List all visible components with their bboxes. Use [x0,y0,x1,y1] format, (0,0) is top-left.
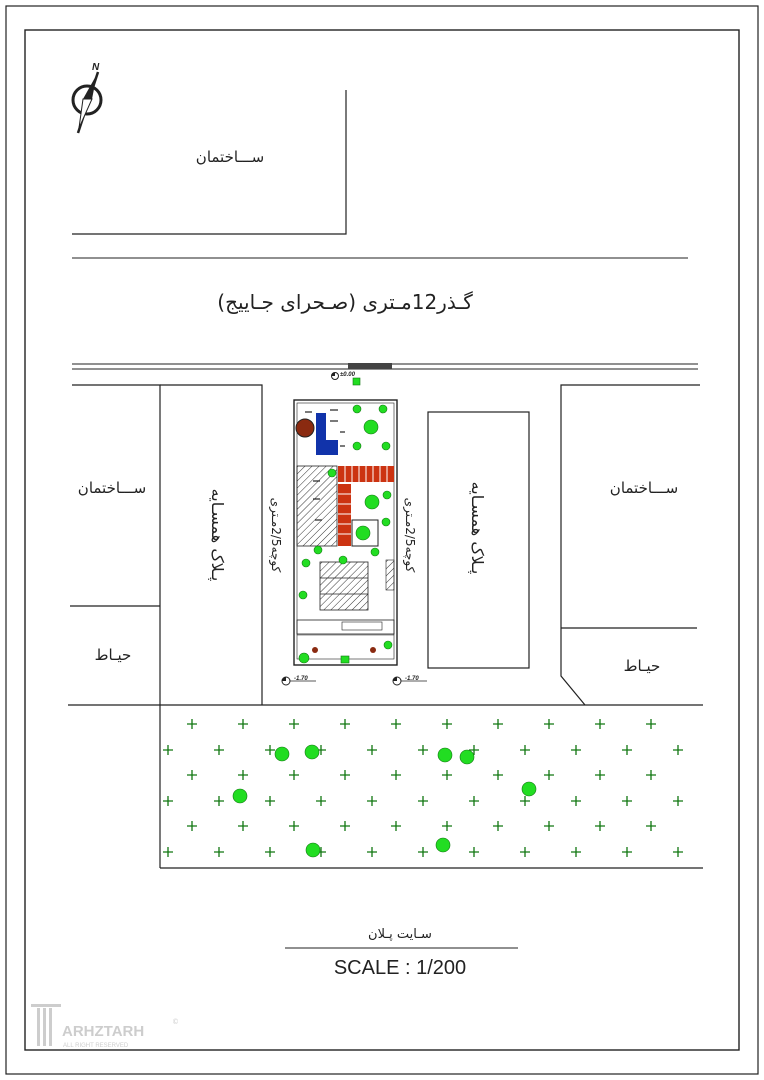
plant-cross-icon [418,745,428,755]
plant-cross-icon [340,719,350,729]
level-left-label: -1.70 [294,676,308,682]
plant-cross-icon [673,745,683,755]
building-left [70,385,160,705]
plant-cross-icon [520,847,530,857]
tree-icon [379,405,387,413]
plant-cross-icon [442,821,452,831]
scale-label: SCALE : 1/200 [333,957,467,979]
plant-cross-icon [214,847,224,857]
plant-cross-icon [622,847,632,857]
tree-icon [522,782,536,796]
level-marker-icon [332,372,356,380]
plant-cross-icon [391,719,401,729]
plant-cross-icon [163,796,173,806]
north-label: N [92,62,100,73]
plant-cross-icon [544,770,554,780]
drawing-frame [25,30,739,1050]
plant-cross-icon [571,796,581,806]
plant-cross-icon [595,719,605,729]
plant-cross-icon [442,770,452,780]
plant-cross-icon [493,821,503,831]
building-right-label: ســـاختمان [609,479,679,497]
tree-icon [275,747,289,761]
plant-cross-icon [238,821,248,831]
plant-cross-icon [238,770,248,780]
neighbor-left [160,385,262,705]
plant-cross-icon [238,719,248,729]
plant-cross-icon [571,847,581,857]
building-top-label: ســـاختمان [195,148,265,166]
plant-cross-icon [673,796,683,806]
tree-icon [353,442,361,450]
plant-cross-icon [544,719,554,729]
level-right-label: -1.70 [405,676,419,682]
tree-icon [438,748,452,762]
plant-cross-icon [367,745,377,755]
plant-cross-icon [646,821,656,831]
plant-cross-icon [163,745,173,755]
tree-icon [306,843,320,857]
road [72,258,698,369]
tree-icon [299,591,307,599]
plant-cross-icon [595,770,605,780]
tree-icon [436,838,450,852]
watermark-text: ARHZTARH [62,1023,145,1040]
building-right [561,385,700,705]
plant-cross-icon [544,821,554,831]
tree-icon [382,518,390,526]
plant-cross-icon [646,719,656,729]
plant-cross-icon [289,719,299,729]
yard-left-label: حیـاط [94,646,132,664]
tree-icon [460,750,474,764]
tree-icon [356,526,370,540]
tree-icon [299,653,309,663]
tree-icon [382,442,390,450]
plant-cross-icon [265,847,275,857]
tree-icon [233,789,247,803]
building-left-label: ســـاختمان [77,479,147,497]
plant-cross-icon [571,745,581,755]
plant-cross-icon [289,821,299,831]
plant-cross-icon [367,847,377,857]
plant-cross-icon [469,847,479,857]
garden-trees [233,745,536,857]
tree-icon [384,641,392,649]
tree-icon [328,469,336,477]
neighbor-right-label: پـلاک همسـایه [468,481,487,575]
plant-cross-icon [187,770,197,780]
plant-cross-icon [187,821,197,831]
plant-cross-icon [520,796,530,806]
watermark-subtext: ALL RIGHT RESERVED [63,1043,129,1049]
plant-cross-icon [622,796,632,806]
fountain [296,419,314,437]
plant-cross-icon [214,796,224,806]
plant-cross-icon [469,796,479,806]
plant-cross-icon [265,796,275,806]
tree-icon [314,546,322,554]
building-top [72,90,346,234]
plant-cross-icon [493,770,503,780]
level-marker-icon [282,676,316,685]
level-top-label: ±0.00 [340,372,355,378]
tree-icon [305,745,319,759]
pool [316,413,338,455]
road-label: گـذر12مـتری (صـحرای جـاییج) [217,290,473,314]
plant-cross-icon [442,719,452,729]
plant-cross-icon [646,770,656,780]
plant-cross-icon [391,770,401,780]
neighbor-left-label: پـلاک همسـایه [208,488,227,582]
plant-cross-icon [367,796,377,806]
plant-cross-icon [493,719,503,729]
plant-cross-icon [163,847,173,857]
north-arrow-icon [73,62,101,133]
plant-cross-icon [289,770,299,780]
plant-grid [163,719,683,857]
plant-cross-icon [391,821,401,831]
plant-cross-icon [214,745,224,755]
tree-icon [364,420,378,434]
tree-icon [353,405,361,413]
project-plot [294,378,397,665]
alley-right-label: کوچه2/5مـتری [403,497,417,573]
yard-right-label: حیـاط [623,657,661,675]
svg-text:©: © [172,1018,179,1026]
plant-cross-icon [595,821,605,831]
plant-cross-icon [418,796,428,806]
sheet-border [6,6,758,1074]
plant-cross-icon [265,745,275,755]
tree-icon [383,491,391,499]
plant-cross-icon [622,745,632,755]
alley-left-label: کوچه2/5مـتری [269,497,283,573]
plant-cross-icon [418,847,428,857]
plant-cross-icon [340,821,350,831]
tree-icon [302,559,310,567]
plant-cross-icon [187,719,197,729]
building-block-2 [320,562,368,610]
garden-area [68,705,703,868]
building-block-1 [297,466,337,546]
level-marker-icon [393,676,427,685]
plant-cross-icon [316,796,326,806]
plan-title: سـایت پـلان [368,927,432,942]
tree-icon [339,556,347,564]
plant-cross-icon [340,770,350,780]
tree-icon [371,548,379,556]
plant-cross-icon [673,847,683,857]
plant-cross-icon [520,745,530,755]
neighbor-right [428,412,529,668]
tree-icon [365,495,379,509]
watermark-logo [31,1004,179,1049]
